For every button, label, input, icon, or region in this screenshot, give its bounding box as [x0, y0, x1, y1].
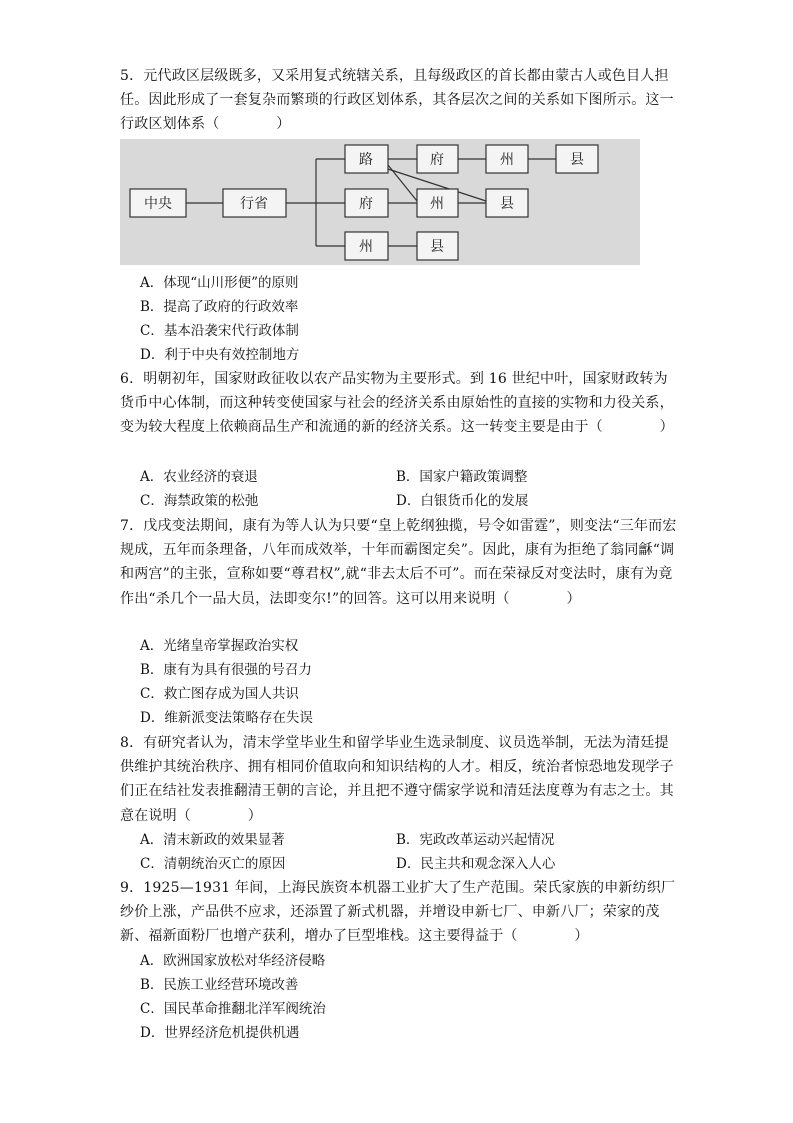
q7-option-a[interactable]: A．光绪皇帝掌握政治实权: [140, 638, 299, 654]
q9-option-b[interactable]: B．民族工业经营环境改善: [140, 977, 299, 993]
q5-option-a[interactable]: A．体现“山川形便”的原则: [140, 275, 299, 291]
q9-option-a[interactable]: A．欧洲国家放松对华经济侵略: [140, 953, 326, 969]
q7-option-b[interactable]: B．康有为具有很强的号召力: [140, 662, 312, 678]
q6-option-d[interactable]: D．白银货币化的发展: [396, 493, 529, 509]
q9-option-c[interactable]: C．国民革命推翻北洋军阀统治: [140, 1001, 326, 1017]
question-8-stem: 8．有研究者认为，清末学堂毕业生和留学毕业生选录制度、议员选举制，无法为清廷提供维护其统治秩序、拥有相同价值取向和知识结构的人才。相反，统治者惊恐地发现学子们正在结社发表推翻清王朝的言论，并且把不遵守儒家学说和清廷法度尊为有志之士。其意在说明（ ）: [120, 735, 674, 824]
label-fu-mid: 府: [359, 196, 373, 212]
q9-option-d[interactable]: D．世界经济危机提供机遇: [140, 1025, 300, 1041]
question-5-stem: 5．元代政区层级既多，又采用复式统辖关系，且每级政区的首长都由蒙古人或色目人担任。因此形成了一套复杂而繁琐的行政区划体系，其各层次之间的关系如下图所示。这一行政区划体系（ ）: [120, 68, 674, 133]
label-xian-mid: 县: [500, 196, 514, 212]
admin-division-diagram: [120, 139, 640, 265]
label-province: 行省: [240, 196, 268, 212]
q6-option-b[interactable]: B．国家户籍政策调整: [396, 469, 528, 485]
label-xian-top: 县: [570, 152, 584, 168]
q8-option-d[interactable]: D．民主共和观念深入人心: [396, 856, 556, 872]
q7-option-c[interactable]: C．救亡图存成为国人共识: [140, 686, 299, 702]
q7-option-d[interactable]: D．维新派变法策略存在失误: [140, 710, 313, 726]
q8-option-c[interactable]: C．清朝统治灭亡的原因: [140, 856, 286, 872]
label-fu-top: 府: [430, 152, 444, 168]
label-lu: 路: [359, 152, 373, 168]
question-9-stem: 9．1925—1931 年间，上海民族资本机器工业扩大了生产范围。荣氏家族的申新纺织厂纱价上涨，产品供不应求，还添置了新式机器，并增设申新七厂、申新八厂；荣家的茂新、福新面粉厂也增产获利，增办了巨型堆栈。这主要得益于（ ）: [120, 880, 676, 945]
q5-option-c[interactable]: C．基本沿袭宋代行政体制: [140, 323, 299, 339]
question-6-stem: 6．明朝初年，国家财政征收以农产品实物为主要形式。到 16 世纪中叶，国家财政转为货币中心体制，而这种转变使国家与社会的经济关系由原始性的直接的实物和力役关系，变为较大程度上依赖商品生产和流通的新的经济关系。这一转变主要是由于（ ）: [120, 371, 674, 436]
q8-option-a[interactable]: A．清末新政的效果显著: [140, 832, 285, 848]
question-7-stem: 7．戊戌变法期间，康有为等人认为只要“皇上乾纲独揽，号令如雷霆”，则变法“三年而宏规成，五年而条理备，八年而成效举，十年而霸图定矣”。因此，康有为拒绝了翁同龢“调和两宫”的主张，宣称如要“尊君权”,就“非去太后不可”。而在荣禄反对变法时，康有为竟作出“杀几个一品大员，法即变尔!”的回答。这可以用来说明（ ）: [120, 518, 677, 607]
label-zhou-mid: 州: [430, 196, 444, 212]
label-zhou-top: 州: [500, 152, 514, 168]
label-zhou-bot: 州: [359, 239, 373, 255]
q6-option-a[interactable]: A．农业经济的衰退: [140, 469, 258, 485]
label-central: 中央: [144, 196, 172, 212]
q5-option-b[interactable]: B．提高了政府的行政效率: [140, 299, 299, 315]
q8-option-b[interactable]: B．宪政改革运动兴起情况: [396, 832, 555, 848]
q6-option-c[interactable]: C．海禁政策的松弛: [140, 493, 259, 509]
q5-option-d[interactable]: D．利于中央有效控制地方: [140, 347, 300, 363]
diagram-svg: [120, 139, 640, 265]
label-xian-bot: 县: [430, 239, 444, 255]
